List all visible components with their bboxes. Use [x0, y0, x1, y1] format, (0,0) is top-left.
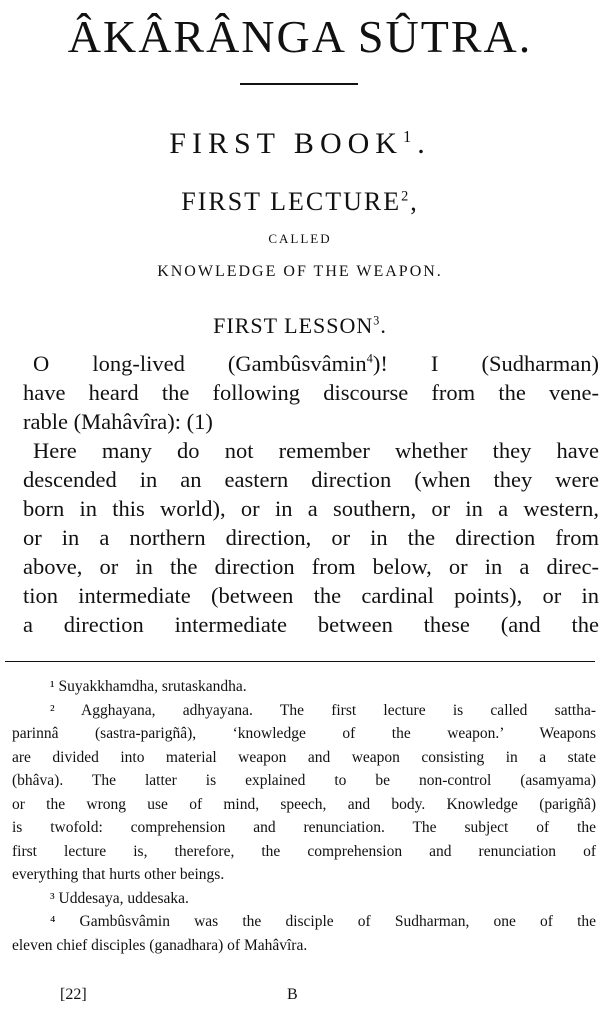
lecture-subtitle: KNOWLEDGE OF THE WEAPON.: [157, 263, 443, 280]
footnote-2-line: first lecture is, therefore, the comprehension and renunciation of: [12, 842, 596, 860]
body-line: rable (Mahâvîra): (1): [23, 409, 213, 434]
page-title: ÂKÂRÂNGA SÛTRA.: [67, 11, 533, 62]
body-text: [23, 349, 599, 639]
gathering-letter: B: [287, 986, 298, 1003]
book-heading-end: .: [417, 127, 431, 160]
footnote-2-line: parinnâ (sastra-parigñâ), ‘knowledge of the weapon.’ Weapons: [12, 725, 596, 742]
body-line: O long-lived (Gambûsvâmin$^4$)! I (Sudharman): [33, 351, 599, 376]
lecture-heading-end: ,: [410, 187, 419, 216]
footnote-ref-4: 4: [366, 351, 373, 366]
body-line: descended in an eastern direction (when they were: [23, 467, 599, 492]
footnote-divider: [5, 661, 595, 662]
footnote-3: ³ Uddesaya, uddesaka.: [50, 889, 189, 907]
signature-mark: [22]: [60, 986, 87, 1003]
footnote-2-line: is twofold: comprehension and renunciation. The subject of the: [12, 819, 596, 836]
footnote-1: ¹ Suyakkhamdha, srutaskandha.: [50, 678, 247, 695]
footnote-ref-2: 2: [401, 188, 411, 205]
body-line: above, or in the direction from below, or in a direc-: [23, 554, 599, 579]
book-heading-text: FIRST BOOK: [169, 127, 403, 160]
body-line: have heard the following discourse from the vene-: [23, 380, 599, 405]
called-label: CALLED: [268, 231, 332, 246]
body-line: or in a northern direction, or in the direction from: [23, 525, 599, 550]
footnote-2-line: or the wrong use of mind, speech, and body. Knowledge (parigñâ): [12, 795, 596, 813]
footnotes: [12, 675, 596, 957]
footnote-2-line: are divided into material weapon and weapon consisting in a state: [12, 748, 596, 766]
lesson-heading-end: .: [380, 313, 387, 338]
footnote-4-line: eleven chief disciples (ganadhara) of Mahâvîra.: [12, 936, 308, 954]
body-line: Here many do not remember whether they have: [33, 438, 599, 463]
body-line: a direction intermediate between these (and the: [23, 612, 599, 637]
footnote-2-line: everything that hurts other beings.: [12, 866, 225, 883]
body-line: born in this world), or in a southern, or in a western,: [23, 496, 599, 521]
lesson-heading-text: FIRST LESSON: [213, 313, 374, 338]
lecture-heading: [0, 186, 600, 218]
footnote-4: ⁴ Gambûsvâmin was the disciple of Sudharman, one of the: [50, 913, 596, 930]
footnote-2-line: (bhâva). The latter is explained to be non-control (asamyama): [12, 772, 596, 789]
book-heading: [0, 126, 600, 162]
footnote-ref-1: 1: [402, 127, 418, 146]
lecture-heading-text: FIRST LECTURE: [181, 187, 402, 216]
footnote-2: ² Agghayana, adhyayana. The first lecture is called sattha-: [50, 701, 596, 719]
title-divider: [240, 83, 358, 85]
lesson-heading: [0, 312, 600, 340]
body-line: tion intermediate (between the cardinal points), or in: [23, 583, 599, 608]
footnote-ref-3: 3: [373, 313, 381, 328]
